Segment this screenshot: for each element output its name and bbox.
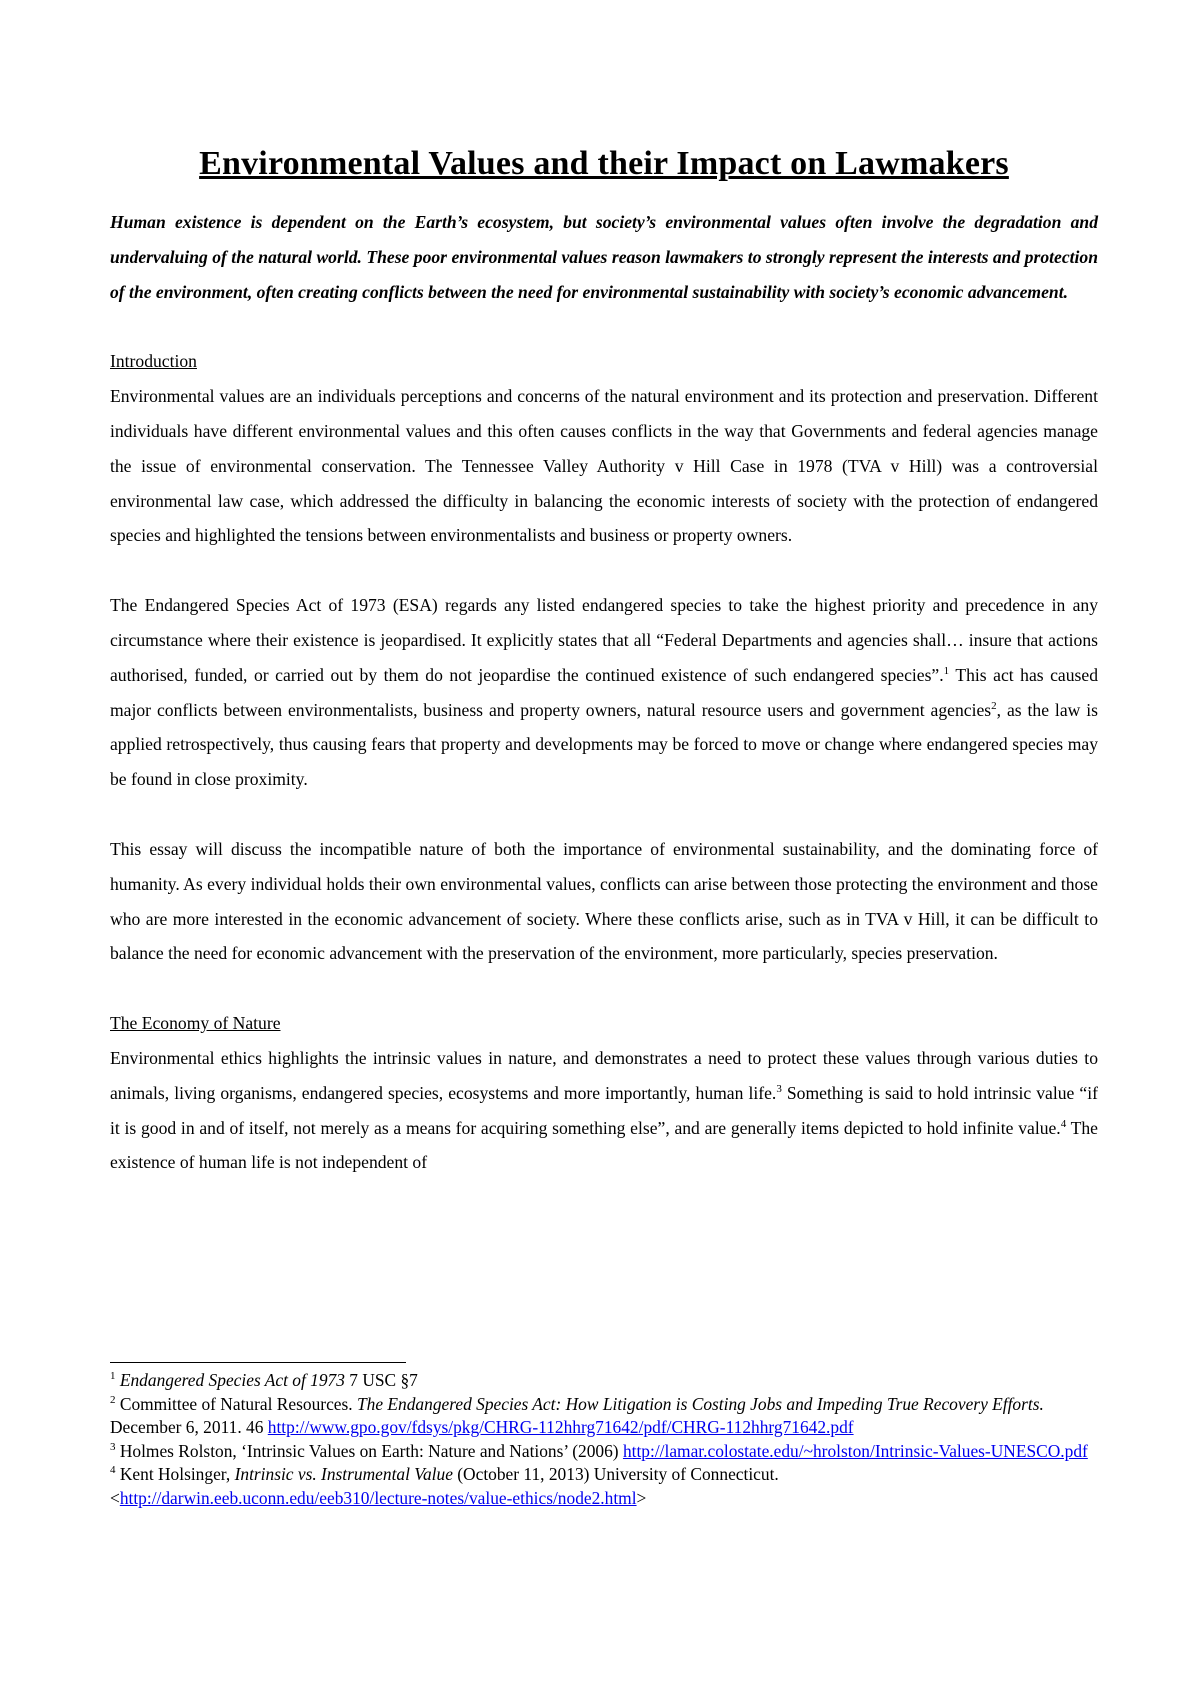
- footnote-1: [110, 1369, 1098, 1393]
- footnote-4: [110, 1463, 1098, 1510]
- paragraph-text: The Endangered Species Act of 1973 (ESA) regards any listed endangered species to take the highest priority and precedence in any circumstance where their existence is jeopardised. It explicitly states that all “Federal Departments and agencies shall… insure that actions authorised, funded, or carried out by them do not jeopardise the continued existence of such endangered species”.: [110, 595, 1098, 685]
- paragraph-text: Environmental ethics highlights the intrinsic values in nature, and demonstrates a need to protect these values through various duties to animals, living organisms, endangered species, ecosystems and more importantly, human life.: [110, 1047, 1098, 1103]
- footnote-divider: [110, 1362, 406, 1363]
- footnote-ref-3[interactable]: 3: [776, 1082, 782, 1095]
- footnote-text: December 6, 2011. 46: [110, 1417, 268, 1437]
- footnote-number: 4: [110, 1464, 116, 1477]
- document-body: [110, 145, 1098, 1180]
- footnote-link[interactable]: http://lamar.colostate.edu/~hrolston/Intrinsic-Values-UNESCO.pdf: [622, 1440, 1088, 1461]
- footnote-italic: Endangered Species Act of 1973: [119, 1370, 345, 1390]
- paragraph-text: Something is said to hold intrinsic value “if it is good in and of itself, not merely as a means for acquiring something else”, and are generally items depicted to hold infinite value.: [110, 1082, 1098, 1138]
- economy-paragraph-1: [110, 1041, 1098, 1180]
- section-heading-economy-of-nature: The Economy of Nature: [110, 1013, 281, 1034]
- footnote-3: [110, 1440, 1098, 1464]
- section-heading-introduction: Introduction: [110, 351, 197, 372]
- footnote-number: 2: [110, 1393, 116, 1406]
- footnote-link[interactable]: http://www.gpo.gov/fdsys/pkg/CHRG-112hhrg71642/pdf/CHRG-112hhrg71642.pdf: [267, 1417, 854, 1437]
- spacer: [110, 553, 1098, 588]
- footnote-italic: Intrinsic vs. Instrumental Value: [234, 1464, 453, 1484]
- footnote-number: 1: [110, 1370, 116, 1383]
- introduction-paragraph-1: Environmental values are an individuals perceptions and concerns of the natural environment and its protection and preservation. Different individuals have different environmental values and this often causes conflicts in the way that Governments and federal agencies manage the issue of environmental conservation. The Tennessee Valley Authority v Hill Case in 1978 (TVA v Hill) was a controversial environmental law case, which addressed the difficulty in balancing the economic interests of society with the protection of endangered species and highlighted the tensions between environmentalists and business or property owners.: [110, 386, 1098, 546]
- paragraph-text: This act has caused major conflicts between environmentalists, business and property owners, natural resource users and government agencies: [110, 664, 1098, 720]
- abstract: Human existence is dependent on the Earth’s ecosystem, but society’s environmental values often involve the degradation and undervaluing of the natural world. These poor environmental values reason lawmakers to strongly represent the interests and protection of the environment, often creating conflicts between the need for environmental sustainability with society’s economic advancement.: [110, 212, 1098, 302]
- paragraph-text: , as the law is applied retrospectively, thus causing fears that property and developments may be forced to move or change where endangered species may be found in close proximity.: [110, 699, 1098, 790]
- footnote-ref-2[interactable]: 2: [991, 699, 997, 712]
- spacer: [110, 797, 1098, 832]
- footnotes: [110, 1362, 1098, 1510]
- footnote-text: 7 USC §7: [344, 1370, 418, 1390]
- footnote-text: Kent Holsinger,: [115, 1464, 235, 1484]
- footnote-link[interactable]: http://darwin.eeb.uconn.edu/eeb310/lecture-notes/value-ethics/node2.html: [119, 1487, 637, 1508]
- angle-bracket: <: [110, 1487, 120, 1508]
- spacer: [110, 309, 1098, 344]
- footnote-number: 3: [110, 1440, 116, 1453]
- footnote-text: Holmes Rolston, ‘Intrinsic Values on Earth: Nature and Nations’ (2006): [115, 1440, 623, 1461]
- footnote-ref-4[interactable]: 4: [1060, 1117, 1067, 1130]
- paragraph-text: The existence of human life is not independent of: [110, 1117, 1098, 1173]
- footnote-2: [110, 1393, 1098, 1440]
- footnote-italic: The Endangered Species Act: How Litigation is Costing Jobs and Impeding True Recovery Efforts.: [356, 1393, 1044, 1414]
- footnote-text: (October 11, 2013) University of Connecticut.: [452, 1464, 779, 1484]
- angle-bracket: >: [636, 1487, 647, 1508]
- introduction-paragraph-3: This essay will discuss the incompatible nature of both the importance of environmental sustainability, and the dominating force of humanity. As every individual holds their own environmental values, conflicts can arise between those protecting the environment and those who are more interested in the economic advancement of society. Where these conflicts arise, such as in TVA v Hill, it can be difficult to balance the need for economic advancement with the preservation of the environment, more particularly, species preservation.: [110, 838, 1098, 964]
- spacer: [110, 971, 1098, 1006]
- footnote-ref-1[interactable]: 1: [943, 664, 950, 677]
- footnote-text: Committee of Natural Resources.: [115, 1393, 357, 1414]
- page-title: Environmental Values and their Impact on Lawmakers: [199, 145, 1009, 182]
- introduction-paragraph-2: [110, 588, 1098, 797]
